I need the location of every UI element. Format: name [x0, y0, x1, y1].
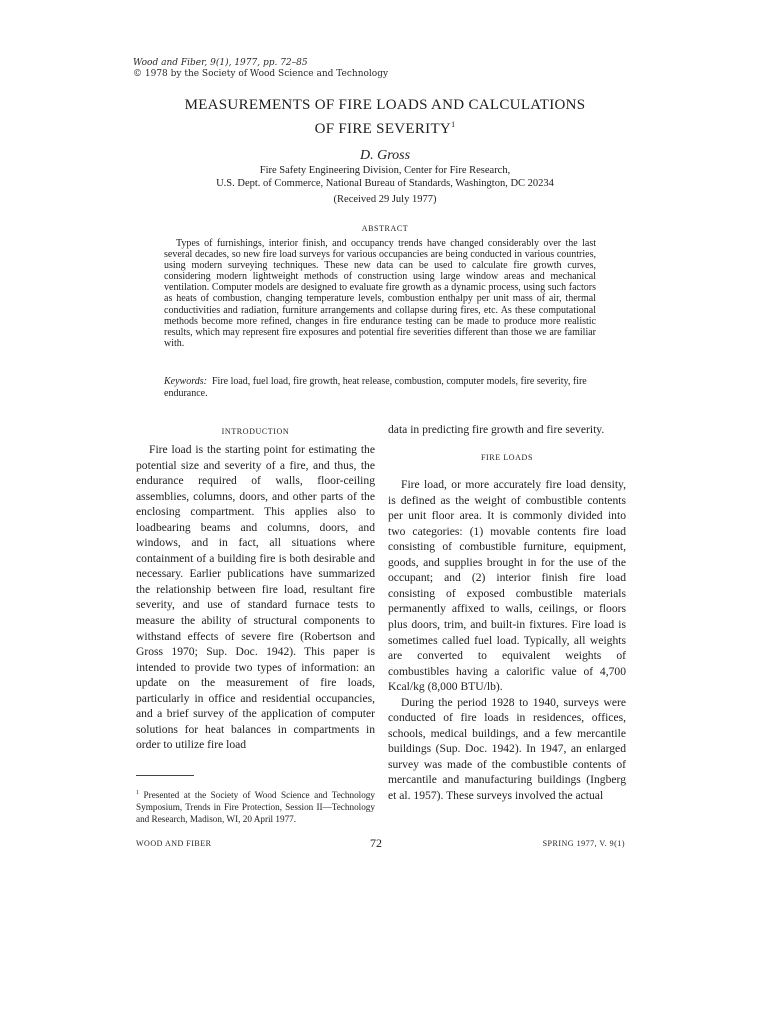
journal-citation: Wood and Fiber, 9(1), 1977, pp. 72–85: [133, 58, 308, 68]
fire-loads-paragraph-1: Fire load, or more accurately fire load density, is defined as the weight of combustible contents per unit floor area. It is commonly divided into two categories: (1) movable contents fire load consisting of combustible furniture, equipment, goods, and supplies brought in for the use of the occupant; and (2) interior finish fire load consisting of exposed combustible materials permanently affixed to walls, ceilings, or floors plus doors, trim, and built-in fixtures. Fire load is sometimes called fuel load. Typically, all weights are converted to equivalent weights of combustibles having a calorific value of 4,700 Kcal/kg (8,000 BTU/lb).: [388, 478, 626, 694]
author-affiliation: [120, 164, 650, 190]
journal-header: [133, 58, 388, 80]
introduction-heading: INTRODUCTION: [221, 427, 290, 436]
left-column: [136, 442, 375, 753]
keywords-label: Keywords:: [164, 376, 207, 387]
abstract-heading: ABSTRACT: [361, 224, 409, 233]
footer-journal: WOOD AND FIBER: [136, 839, 212, 848]
copyright-line: © 1978 by the Society of Wood Science and Technology: [133, 69, 389, 79]
right-column: [388, 422, 626, 804]
received-date: (Received 29 July 1977): [333, 194, 437, 205]
introduction-continuation: data in predicting fire growth and fire severity.: [388, 423, 605, 436]
author-name: D. Gross: [359, 148, 411, 163]
title-line-2: [120, 115, 650, 139]
footnote: [136, 787, 375, 825]
title-footnote-marker: 1: [451, 120, 456, 129]
footnote-marker: 1: [136, 790, 139, 796]
keywords: [164, 376, 596, 399]
paper-title: [120, 96, 650, 139]
introduction-paragraph: Fire load is the starting point for estimating the potential size and severity of a fire, and thus, the endurance required of walls, floor-ceiling assemblies, columns, doors, and other parts of the enclosing compartment. This applies also to loadbearing beams and columns, doors, and windows, and in fact, all situations where containment of a building fire is both desirable and necessary. Earlier publications have summarized the relationship between fire load, resultant fire severity, and use of standard furnace tests to measure the ability of structural components to withstand effects of severe fire (Robertson and Gross 1970; Sup. Doc. 1942). This paper is intended to provide two types of information: an update on the measurement of fire loads, particularly in office and residential occupancies, and a brief survey of the application of computer solutions for heat balances in compartments in order to utilize fire load: [136, 443, 375, 752]
abstract-text: Types of furnishings, interior finish, and occupancy trends have changed considerably over the last several decades, so new fire load surveys for various occupancies are being conducted in various countries, using modern surveying techniques. These new data can be used to calculate fire growth curves, considering modern lightweight methods of construction using large window areas and mechanical ventilation. Computer models are designed to evaluate fire growth as a dynamic process, using such factors as heats of combustion, changing temperature levels, combustion enthalpy per unit mass of air, thermal conductivities and radiation, furniture arrangements and collapse during fires, etc. As these computational methods become more refined, changes in fire endurance testing can be made to produce more realistic results, which may represent fire exposures and potential fire severities different than those we are familiar with.: [164, 238, 596, 349]
fire-loads-heading: FIRE LOADS: [480, 452, 533, 462]
footnote-rule: [136, 775, 194, 776]
page-number: 72: [370, 836, 382, 850]
fire-loads-paragraph-2: During the period 1928 to 1940, surveys were conducted of fire loads in residences, offices, schools, medical buildings, and a few mercantile buildings (Sup. Doc. 1942). In 1947, an enlarged survey was made of the combustible contents of mercantile and manufacturing buildings (Ingberg et al. 1957). These surveys involved the actual: [388, 695, 626, 803]
affiliation-line-2: U.S. Dept. of Commerce, National Bureau of Standards, Washington, DC 20234: [216, 178, 554, 189]
footer-issue: SPRING 1977, V. 9(1): [542, 839, 625, 848]
title-line-2-text: OF FIRE SEVERITY: [314, 121, 452, 137]
keywords-text: Fire load, fuel load, fire growth, heat release, combustion, computer models, fire severity, fire endurance.: [164, 376, 587, 399]
title-line-1: MEASUREMENTS OF FIRE LOADS AND CALCULATIONS: [184, 97, 586, 113]
footnote-text: Presented at the Society of Wood Science and Technology Symposium, Trends in Fire Protection, Session II—Technology and Research, Madison, WI, 20 April 1977.: [136, 790, 375, 825]
affiliation-line-1: Fire Safety Engineering Division, Center for Fire Research,: [259, 165, 511, 176]
